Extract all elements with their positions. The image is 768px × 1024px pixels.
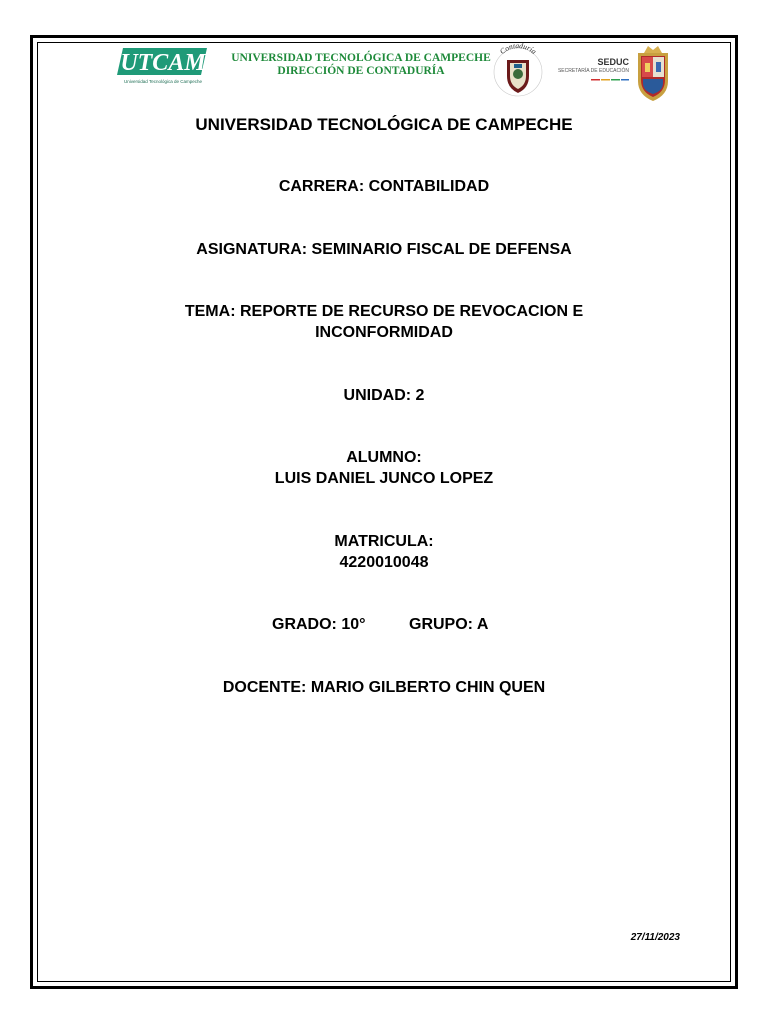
seduc-subtitle: SECRETARÍA DE EDUCACIÓN xyxy=(557,68,629,74)
grade-line: GRADO: 10° xyxy=(272,616,366,633)
seduc-title: SEDUC xyxy=(597,57,629,67)
institution-line-2: DIRECCIÓN DE CONTADURÍA xyxy=(277,65,445,77)
utcam-logo-text: UTCAM xyxy=(120,50,206,76)
unit-line: UNIDAD: 2 xyxy=(343,387,425,404)
topic-line-2: INCONFORMIDAD xyxy=(315,324,453,341)
student-label: ALUMNO: xyxy=(346,449,422,466)
institution-line-1: UNIVERSIDAD TECNOLÓGICA DE CAMPECHE xyxy=(231,52,491,64)
student-name: LUIS DANIEL JUNCO LOPEZ xyxy=(274,470,494,487)
seduc-logo xyxy=(533,55,633,91)
university-title: UNIVERSIDAD TECNOLÓGICA DE CAMPECHE xyxy=(195,115,573,134)
campeche-seal xyxy=(634,43,672,103)
group-line: GRUPO: A xyxy=(409,616,489,633)
date-label: 27/11/2023 xyxy=(630,932,680,943)
utcam-logo xyxy=(115,45,211,87)
emblem-text: Contaduría xyxy=(497,42,539,56)
teacher-line: DOCENTE: MARIO GILBERTO CHIN QUEN xyxy=(222,679,546,696)
id-value: 4220010048 xyxy=(339,554,429,571)
id-label: MATRICULA: xyxy=(334,533,434,550)
utcam-logo-caption: Universidad Tecnológica de Campeche xyxy=(124,79,202,84)
institution-header xyxy=(226,52,496,78)
subject-line: ASIGNATURA: SEMINARIO FISCAL DE DEFENSA xyxy=(196,241,572,258)
career-line: CARRERA: CONTABILIDAD xyxy=(278,178,490,195)
topic-line-1: TEMA: REPORTE DE RECURSO DE REVOCACION E xyxy=(184,303,584,320)
